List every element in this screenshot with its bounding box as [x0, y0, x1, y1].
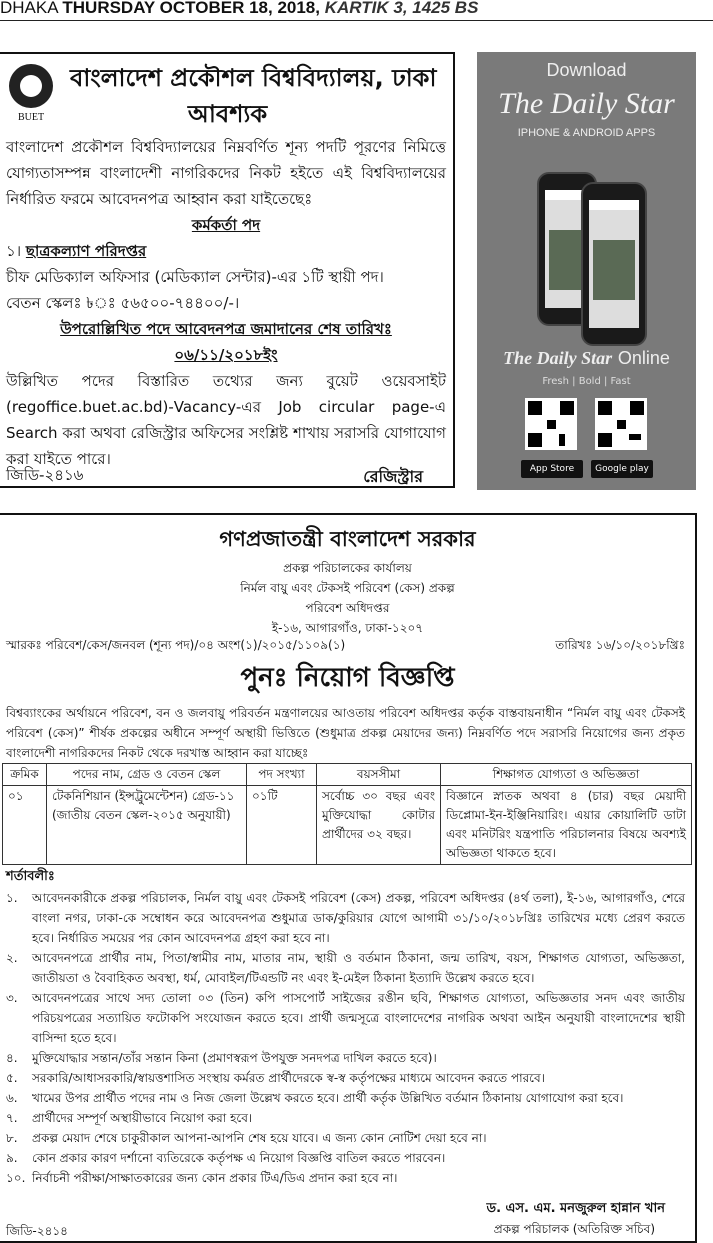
term-text: আবেদনকারীকে প্রকল্প পরিচালক, নির্মল বায়ু এবং টেকসই পরিবেশ (কেস) প্রকল্প, পরিবেশ অধিদপ্তর (৪র্থ তলা), ই-১৬, আগারগাঁও, শেরে বাংলা নগর, ঢাকা-কে সম্বোধন করে আবেদনপত্র শুধুমাত্র ডাক/কুরিয়ার যোগে আগামী ৩১/১০/২০১৮খ্রিঃ তারিখের মধ্যে প্রেরণ করতে হবে। নির্ধারিত সময়ের পর কোন আবেদনপত্র গ্রহণ করা হবে না।: [32, 891, 685, 945]
table-cell: সর্বোচ্চ ৩০ বছর এবং মুক্তিযোদ্ধা কোটার প্রার্থীদের ৩২ বছর।: [317, 786, 441, 865]
buet-office-line: [6, 238, 446, 264]
table-header: ক্রমিক: [3, 764, 47, 786]
gov-heading: পুনঃ নিয়োগ বিজ্ঞপ্তি: [240, 663, 455, 693]
buet-sign: রেজিস্ট্রার: [363, 467, 423, 486]
ad-brand-logo: The Daily Star: [498, 87, 675, 120]
dateline-bangla-date: KARTIK 3, 1425 BS: [324, 0, 479, 17]
table-cell: ০১টি: [247, 786, 317, 865]
buet-footer: [6, 464, 423, 488]
ad-online: [477, 348, 696, 369]
term-number: ১.: [6, 891, 18, 905]
term-text: আবেদনপত্রের সাথে সদ্য তোলা ০৩ (তিন) কপি পাসপোর্ট সাইজের রঙীন ছবি, শিক্ষাগত যোগ্যতা, অভিজ্ঞতার সনদ এবং জাতীয় পরিচয়পত্রের সত্যায়িত ফটোকপি সংযোজন করতে হবে। প্রার্থী জন্মসূত্রে বাংলাদেশের নাগরিক অথবা আইন অনুযায়ী বাংলাদেশের স্থায়ী বাসিন্দা হতে হবে।: [32, 991, 685, 1045]
buet-subtitle: আবশ্যক: [187, 100, 268, 128]
gov-signatory: ড. এস. এম. মনজুরুল হান্নান খান: [486, 1201, 665, 1216]
term-number: ৫.: [6, 1071, 18, 1085]
gov-designation: প্রকল্প পরিচালক (অতিরিক্ত সচিব): [493, 1222, 655, 1236]
term-text: প্রার্থীদের সম্পূর্ণ অস্থায়ীভাবে নিয়োগ করা হবে।: [32, 1111, 253, 1125]
government-notice: [0, 513, 697, 1243]
gov-line-1: প্রকল্প পরিচালকের কার্যালয়: [283, 561, 412, 575]
list-item: [0, 988, 695, 1048]
list-item: [0, 1168, 695, 1188]
buet-office: ছাত্রকল্যাণ পরিদপ্তর: [25, 242, 147, 260]
term-text: প্রকল্প মেয়াদ শেষে চাকুরীকাল আপনা-আপনি শেষ হয়ে যাবে। এ জন্য কোন নোটিশ দেয়া হবে না।: [32, 1131, 487, 1145]
buet-post: চীফ মেডিক্যাল অফিসার (মেডিক্যাল সেন্টার)-এর ১টি স্থায়ী পদ।: [6, 268, 384, 286]
table-header: বয়সসীমা: [317, 764, 441, 786]
app-store-badge[interactable]: App Store: [521, 460, 583, 478]
gov-line-2: নির্মল বায়ু এবং টেকসই পরিবেশ (কেস) প্রকল্প: [240, 581, 455, 595]
buet-body: [6, 134, 446, 472]
gov-title: গণপ্রজাতন্ত্রী বাংলাদেশ সরকার: [219, 527, 476, 551]
buet-section: কর্মকর্তা পদ: [191, 216, 261, 234]
term-text: নির্বাচনী পরীক্ষা/সাক্ষাতকারের জন্য কোন প্রকার টিএ/ডিএ প্রদান করা হবে না।: [32, 1171, 398, 1185]
buet-scale: বেতন স্কেলঃ ৳ঃ ৫৬৫০০-৭৪৪০০/-।: [6, 294, 240, 312]
list-item: [0, 1048, 695, 1068]
dateline-date: THURSDAY OCTOBER 18, 2018,: [62, 0, 320, 17]
ad-online-brand: The Daily Star: [503, 348, 613, 368]
buet-intro: বাংলাদেশ প্রকৌশল বিশ্ববিদ্যালয়ের নিম্নবর্ণিত শূন্য পদটি পূরণের নিমিত্তে যোগ্যতাসম্পন্ন বাংলাদেশী নাগরিকদের নিকট হইতে এই বিশ্ববিদ্যালয়ের নির্ধারিত ফরমে আবেদনপত্র আহ্বান করা যাইতেছেঃ: [6, 138, 446, 208]
gov-ref-row: [0, 637, 695, 657]
term-text: মুক্তিযোদ্ধার সন্তান/তাঁর সন্তান কিনা (প্রমাণস্বরূপ উপযুক্ত সনদপত্র দাখিল করতে হবে)।: [32, 1051, 437, 1065]
buet-details: উল্লিখিত পদের বিস্তারিত তথ্যের জন্য বুয়েট ওয়েবসাইট (regoffice.buet.ac.bd)-Vacancy-এর Job circular page-এ Search করা অথবা রেজিস্ট্রার অফিসের সংশ্লিষ্ট শাখায় সরাসরি যোগাযোগ করা যাইতে পারে।: [6, 372, 446, 468]
buet-office-num: ১।: [6, 242, 22, 260]
table-cell: টেকনিশিয়ান (ইন্সট্রুমেন্টেশন) গ্রেড-১১ (জাতীয় বেতন স্কেল-২০১৫ অনুযায়ী): [47, 786, 247, 865]
term-text: সরকারি/আধাসরকারি/স্বায়ত্তশাসিত সংস্থায় কর্মরত প্রার্থীদেরকে স্ব-স্ব কর্তৃপক্ষের মাধ্যমে আবেদন করতে পারবে।: [32, 1071, 545, 1085]
ad-online-word: Online: [617, 348, 670, 368]
gov-line-3: পরিবেশ অধিদপ্তর: [305, 601, 390, 615]
term-text: আবেদনপত্রে প্রার্থীর নাম, পিতা/স্বামীর নাম, মাতার নাম, স্থায়ী ও বর্তমান ঠিকানা, জন্ম তারিখ, বয়স, শিক্ষাগত যোগ্যতা, অভিজ্ঞতা, জাতীয়তা ও বৈবাহিকত অবস্থা, ধর্ম, মোবাইল/টিএন্ডটি নং এবং ই-মেইল ঠিকানা ইত্যাদি উল্লেখ করতে হবে।: [32, 951, 685, 985]
term-text: কোন প্রকার কারণ দর্শানো ব্যতিরেকে কর্তৃপক্ষ এ নিয়োগ বিজ্ঞপ্তি বাতিল করতে পারবেন।: [32, 1151, 446, 1165]
dateline: [0, 0, 713, 21]
gov-memo: স্মারকঃ পরিবেশ/কেস/জনবল (শূন্য পদ)/০৪ অংশ(১)/২০১৫/১১০৯(১): [6, 638, 346, 652]
table-header: পদ সংখ্যা: [247, 764, 317, 786]
list-item: [0, 1068, 695, 1088]
google-play-badge[interactable]: Google play: [591, 460, 653, 478]
list-item: [0, 948, 695, 988]
term-number: ৩.: [6, 991, 18, 1005]
dateline-city: DHAKA: [0, 0, 58, 17]
ad-apps: IPHONE & ANDROID APPS: [517, 127, 656, 139]
list-item: [0, 1108, 695, 1128]
table-row: [3, 786, 692, 865]
gov-intro: বিশ্বব্যাংকের অর্থায়নে পরিবেশ, বন ও জলবায়ু পরিবর্তন মন্ত্রণালয়ের আওতায় পরিবেশ অধিদপ্তর কর্তৃক বাস্তবায়নাধীন “নির্মল বায়ু এবং টেকসই পরিবেশ (কেস)” শীর্ষক প্রকল্পের অধীনে সম্পূর্ণ অস্থায়ী ভিত্তিতে (শুধুমাত্র প্রকল্প মেয়াদের জন্য) নিম্নবর্ণিত পদে সরাসরি নিয়োগের জন্য প্রকৃত বাংলাদেশী নাগরিকদের নিকট থেকে দরখাস্ত আহ্বান করা যাচ্ছেঃ: [6, 706, 685, 760]
gov-ref: জিডি-২৪১৪: [6, 1224, 68, 1238]
buet-deadline-label: উপরোল্লিখিত পদে আবেদনপত্র জমাদানের শেষ তারিখঃ: [60, 320, 392, 338]
term-text: খামের উপর প্রার্থীত পদের নাম ও নিজ জেলা উল্লেখ করতে হবে। প্রার্থী কর্তৃক উল্লিখিত বর্তমান ঠিকানায় যোগাযোগ করা হবে।: [32, 1091, 624, 1105]
table-header: পদের নাম, গ্রেড ও বেতন স্কেল: [47, 764, 247, 786]
qr-code-android[interactable]: [595, 398, 647, 450]
table-header-row: [3, 764, 692, 786]
buet-title: বাংলাদেশ প্রকৌশল বিশ্ববিদ্যালয়, ঢাকা: [70, 64, 437, 92]
list-item: [0, 1148, 695, 1168]
phone-image-front: [581, 182, 647, 346]
qr-code-ios[interactable]: [525, 398, 577, 450]
terms-list: [0, 888, 695, 1188]
table-cell: বিজ্ঞানে স্নাতক অথবা ৪ (চার) বছর মেয়াদী ডিপ্লোমা-ইন-ইঞ্জিনিয়ারিং। এয়ার কোয়ালিটি ডাটা এবং মনিটরিং যন্ত্রপাতি পরিচালনার বিষয়ে অবশ্যই অভিজ্ঞতা থাকতে হবে।: [441, 786, 692, 865]
table-cell: ০১: [3, 786, 47, 865]
gov-line-4: ই-১৬, আগারগাঁও, ঢাকা-১২০৭: [271, 621, 424, 635]
list-item: [0, 1128, 695, 1148]
terms-title: শর্তাবলীঃ: [6, 869, 55, 884]
buet-deadline: ০৬/১১/২০১৮ইং: [174, 346, 278, 364]
term-number: ২.: [6, 951, 18, 965]
list-item: [0, 888, 695, 948]
ad-tagline: Fresh | Bold | Fast: [542, 376, 631, 387]
list-item: [0, 1088, 695, 1108]
buet-ref: জিডি-২৪১৬: [6, 466, 84, 484]
term-number: ৯.: [6, 1151, 18, 1165]
ad-download: Download: [546, 60, 627, 80]
buet-advertisement: [0, 52, 455, 488]
term-number: ১০.: [6, 1171, 26, 1185]
term-number: ৪.: [6, 1051, 18, 1065]
position-table: [2, 763, 692, 865]
term-number: ৮.: [6, 1131, 18, 1145]
term-number: ৭.: [6, 1111, 18, 1125]
table-header: শিক্ষাগত যোগ্যতা ও অভিজ্ঞতা: [441, 764, 692, 786]
buet-logo-text: BUET: [17, 112, 45, 123]
daily-star-app-ad[interactable]: [477, 52, 696, 490]
gov-date: তারিখঃ ১৬/১০/২০১৮খ্রিঃ: [555, 638, 685, 652]
term-number: ৬.: [6, 1091, 18, 1105]
